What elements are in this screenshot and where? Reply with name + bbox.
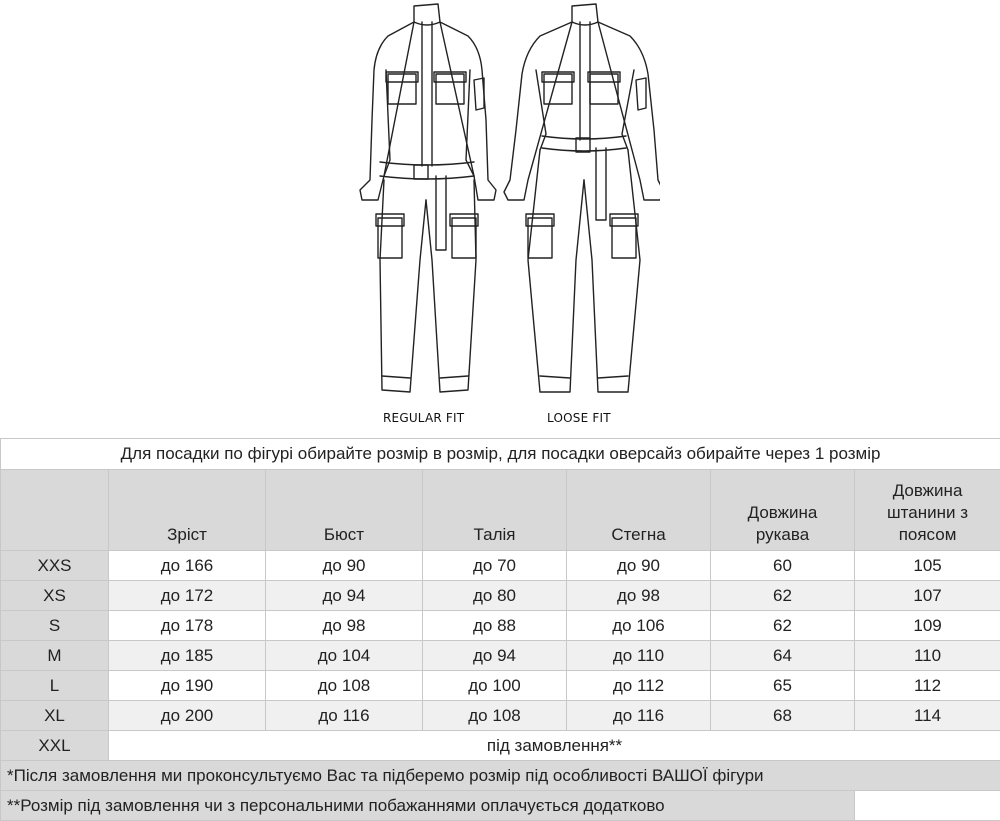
table-cell: 65 [711,671,855,701]
table-cell: 114 [855,701,1000,731]
made-to-order-note: під замовлення** [109,731,1000,761]
table-cell: до 90 [266,551,423,581]
table-row [1,701,1000,731]
table-row [1,551,1000,581]
table-cell: до 98 [567,581,711,611]
table-cell: до 116 [266,701,423,731]
table-cell: 107 [855,581,1000,611]
table-cell: до 112 [567,671,711,701]
table-cell: до 200 [109,701,266,731]
header-sleeve-length: Довжина рукава [711,470,855,551]
footnote-row [1,791,1000,821]
table-cell: до 70 [423,551,567,581]
table-cell: 62 [711,611,855,641]
banner-row [1,439,1000,470]
table-row [1,581,1000,611]
table-row [1,671,1000,701]
size-chart-table [0,438,1000,821]
header-waist: Талія [423,470,567,551]
size-label: XXL [1,731,109,761]
size-label: L [1,671,109,701]
fit-advice-banner: Для посадки по фігурі обирайте розмір в розмір, для посадки оверсайз обирайте через 1 розмір [1,439,1000,470]
table-cell: до 106 [567,611,711,641]
table-cell: 64 [711,641,855,671]
header-corner [1,470,109,551]
header-row [1,470,1000,551]
table-cell: до 190 [109,671,266,701]
jumpsuit-illustration [330,0,660,435]
table-cell: 109 [855,611,1000,641]
table-cell: до 116 [567,701,711,731]
table-cell: 105 [855,551,1000,581]
table-cell: до 88 [423,611,567,641]
table-cell: до 108 [423,701,567,731]
footnote-row [1,761,1000,791]
table-row [1,641,1000,671]
table-cell: до 90 [567,551,711,581]
table-cell: до 94 [266,581,423,611]
size-label: XL [1,701,109,731]
size-label: XS [1,581,109,611]
regular-fit-jumpsuit-icon [360,4,496,392]
table-cell: до 98 [266,611,423,641]
footnote-blank-cell [855,791,1000,821]
header-bust: Бюст [266,470,423,551]
table-cell: 68 [711,701,855,731]
table-cell: до 110 [567,641,711,671]
size-label: S [1,611,109,641]
table-cell: до 104 [266,641,423,671]
size-label: XXS [1,551,109,581]
header-hips: Стегна [567,470,711,551]
header-leg-length: Довжина штанини з поясом [855,470,1000,551]
table-cell: до 94 [423,641,567,671]
header-height: Зріст [109,470,266,551]
loose-fit-jumpsuit-icon [504,4,660,392]
table-row-xxl [1,731,1000,761]
regular-fit-label: REGULAR FIT [383,411,464,425]
loose-fit-label: LOOSE FIT [547,411,611,425]
table-cell: до 166 [109,551,266,581]
table-cell: 110 [855,641,1000,671]
table-row [1,611,1000,641]
footnote-extra-charge: **Розмір під замовлення чи з персональними побажаннями оплачується додатково [1,791,855,821]
table-cell: до 172 [109,581,266,611]
table-cell: 62 [711,581,855,611]
footnote-consultation: *Після замовлення ми проконсультуємо Вас та підберемо розмір під особливості ВАШОЇ фігури [1,761,1000,791]
table-cell: до 80 [423,581,567,611]
size-label: M [1,641,109,671]
table-cell: 60 [711,551,855,581]
table-cell: до 100 [423,671,567,701]
table-cell: до 178 [109,611,266,641]
table-cell: до 185 [109,641,266,671]
table-cell: 112 [855,671,1000,701]
table-cell: до 108 [266,671,423,701]
